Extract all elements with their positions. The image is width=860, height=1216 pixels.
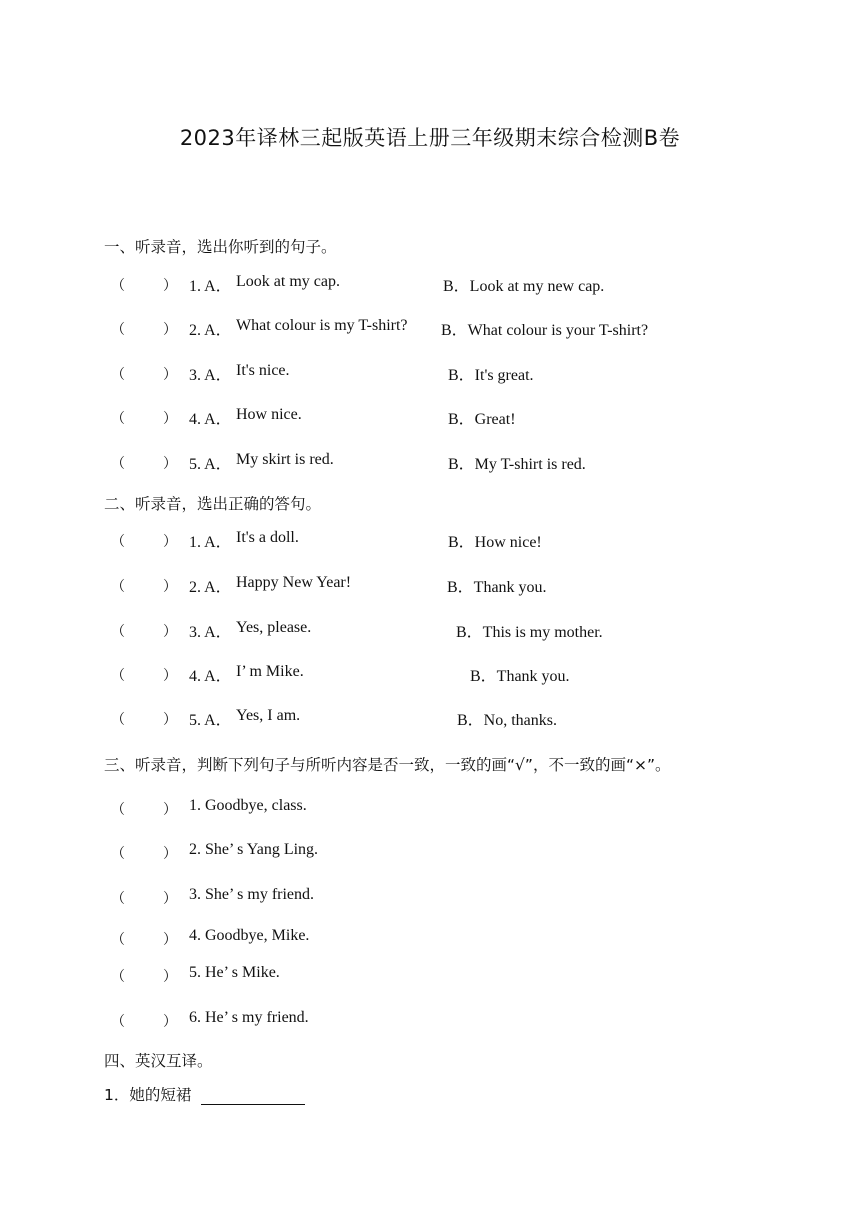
option-a: It's a doll. — [236, 529, 299, 546]
statement-text: 5. He’ s Mike. — [189, 964, 280, 981]
question-row — [0, 362, 860, 386]
statement-text: 1. Goodbye, class. — [189, 797, 307, 814]
answer-paren-close: ） — [163, 846, 177, 862]
answer-paren-open[interactable]: （ — [111, 932, 125, 948]
answer-paren-open[interactable]: （ — [111, 969, 125, 985]
judgment-row — [0, 964, 860, 988]
answer-paren-close: ） — [163, 932, 177, 948]
answer-paren-close: ） — [163, 411, 177, 427]
judgment-row — [0, 797, 860, 821]
judgment-row — [0, 927, 860, 951]
question-row — [0, 574, 860, 598]
answer-paren-open[interactable]: （ — [111, 278, 125, 294]
option-a: Yes, please. — [236, 619, 312, 636]
option-b: B．It's great. — [448, 367, 534, 384]
question-number: 4. A． — [189, 668, 232, 685]
question-row — [0, 317, 860, 341]
answer-paren-close: ） — [163, 802, 177, 818]
answer-paren-open[interactable]: （ — [111, 891, 125, 907]
question-number: 1. A． — [189, 534, 232, 551]
option-b: B．How nice! — [448, 534, 542, 551]
answer-paren-close: ） — [163, 367, 177, 383]
option-b: B．No, thanks. — [457, 712, 558, 729]
question-row — [0, 707, 860, 731]
translation-prompt: 1．她的短裙 — [104, 1086, 192, 1104]
option-b: B．My T-shirt is red. — [448, 456, 586, 473]
option-a: It's nice. — [236, 362, 290, 379]
section-2-heading: 二、听录音，选出正确的答句。 — [104, 495, 322, 513]
question-row — [0, 663, 860, 687]
judgment-row — [0, 1009, 860, 1033]
answer-paren-open[interactable]: （ — [111, 322, 125, 338]
statement-text: 6. He’ s my friend. — [189, 1009, 309, 1026]
answer-paren-close: ） — [163, 969, 177, 985]
answer-paren-close: ） — [163, 712, 177, 728]
answer-paren-open[interactable]: （ — [111, 712, 125, 728]
question-number: 5. A． — [189, 712, 232, 729]
option-a: My skirt is red. — [236, 451, 334, 468]
option-a: What colour is my T-shirt? — [236, 317, 408, 334]
question-number: 2. A． — [189, 322, 232, 339]
document-title: 2023年译林三起版英语上册三年级期末综合检测B卷 — [179, 126, 681, 150]
answer-paren-close: ） — [163, 1014, 177, 1030]
answer-paren-close: ） — [163, 534, 177, 550]
answer-paren-open[interactable]: （ — [111, 579, 125, 595]
question-number: 3. A． — [189, 367, 232, 384]
answer-paren-open[interactable]: （ — [111, 534, 125, 550]
answer-paren-open[interactable]: （ — [111, 367, 125, 383]
judgment-row — [0, 886, 860, 910]
answer-paren-open[interactable]: （ — [111, 846, 125, 862]
answer-paren-open[interactable]: （ — [111, 802, 125, 818]
option-a: Yes, I am. — [236, 707, 301, 724]
answer-paren-open[interactable]: （ — [111, 1014, 125, 1030]
answer-paren-close: ） — [163, 278, 177, 294]
option-b: B．What colour is your T-shirt? — [441, 322, 649, 339]
option-a: Happy New Year! — [236, 574, 352, 591]
option-a: Look at my cap. — [236, 273, 340, 290]
section-1-heading: 一、听录音，选出你听到的句子。 — [104, 238, 337, 256]
answer-paren-close: ） — [163, 624, 177, 640]
answer-paren-open[interactable]: （ — [111, 624, 125, 640]
answer-paren-open[interactable]: （ — [111, 668, 125, 684]
option-a: I’ m Mike. — [236, 663, 304, 680]
answer-paren-open[interactable]: （ — [111, 456, 125, 472]
answer-paren-close: ） — [163, 579, 177, 595]
question-number: 4. A． — [189, 411, 232, 428]
judgment-row — [0, 841, 860, 865]
answer-paren-close: ） — [163, 322, 177, 338]
question-number: 2. A． — [189, 579, 232, 596]
question-row — [0, 619, 860, 643]
option-b: B．Thank you. — [447, 579, 547, 596]
answer-paren-close: ） — [163, 456, 177, 472]
question-number: 3. A． — [189, 624, 232, 641]
question-number: 5. A． — [189, 456, 232, 473]
answer-blank[interactable] — [201, 1086, 305, 1105]
option-b: B．Thank you. — [470, 668, 570, 685]
translation-item — [104, 1083, 305, 1105]
option-a: How nice. — [236, 406, 302, 423]
question-number: 1. A． — [189, 278, 232, 295]
question-row — [0, 406, 860, 430]
question-row — [0, 451, 860, 475]
section-4-heading: 四、英汉互译。 — [104, 1052, 213, 1070]
option-b: B．Great! — [448, 411, 516, 428]
answer-paren-open[interactable]: （ — [111, 411, 125, 427]
option-b: B．Look at my new cap. — [443, 278, 605, 295]
option-b: B．This is my mother. — [456, 624, 603, 641]
statement-text: 2. She’ s Yang Ling. — [189, 841, 319, 858]
statement-text: 3. She’ s my friend. — [189, 886, 315, 903]
answer-paren-close: ） — [163, 891, 177, 907]
question-row — [0, 529, 860, 553]
question-row — [0, 273, 860, 297]
section-3-heading: 三、听录音，判断下列句子与所听内容是否一致，一致的画“√”，不一致的画“×”。 — [104, 756, 671, 774]
statement-text: 4. Goodbye, Mike. — [189, 927, 310, 944]
answer-paren-close: ） — [163, 668, 177, 684]
